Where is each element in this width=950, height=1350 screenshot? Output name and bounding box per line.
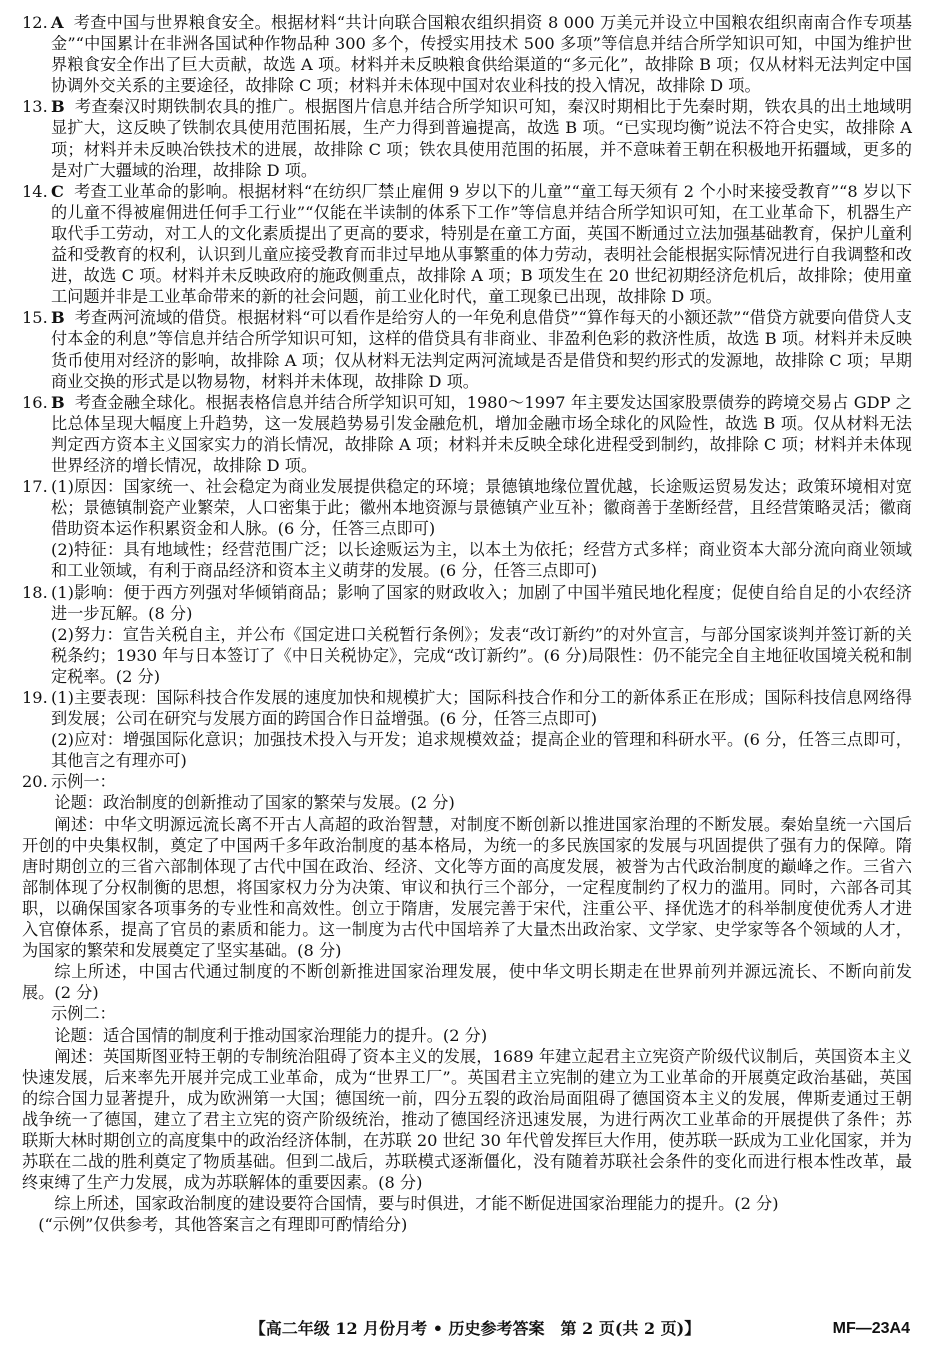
example-2-thesis: 论题：适合国情的制度利于推动国家治理能力的提升。(2 分)	[54, 1025, 488, 1045]
sub-answer-2: (2)特征：具有地域性；经营范围广泛；以长途贩运为主，以本土为依托；经营方式多样；商业资本大部分流向商业领域和工业领域，有利于商品经济和资本主义萌芽的发展。(6 分，任答三点即可)	[51, 540, 912, 581]
question-number: 17.	[22, 477, 48, 497]
answer-content	[22, 12, 912, 1235]
example-2-label: 示例二：	[51, 1004, 116, 1024]
answer-item-14	[22, 181, 912, 308]
question-number: 13.	[22, 97, 48, 117]
answer-item-16	[22, 392, 912, 476]
answer-choice: B	[51, 97, 65, 117]
answer-item-12	[22, 12, 912, 96]
answer-body	[51, 181, 912, 308]
question-number: 19.	[22, 688, 48, 707]
example-2-conclusion: 综上所述，国家政治制度的建设要符合国情，要与时俱进，才能不断促进国家治理能力的提升。(2 分)	[54, 1194, 779, 1214]
answer-body	[51, 687, 912, 771]
sub-answer-2: (2)努力：宣告关税自主，并公布《国定进口关税暂行条例》；发表“改订新约”的对外宣言，与部分国家谈判并签订新的关税条约；1930 年与日本签订了《中日关税协定》，完成“改订新约”。(6 分)局限性：仍不能完全自主地征收国境关税和制定税率。(2 分)	[51, 624, 912, 686]
answer-item-15	[22, 307, 912, 391]
question-number: 12.	[22, 13, 48, 32]
grading-note: (“示例”仅供参考，其他答案言之有理即可酌情给分)	[38, 1215, 408, 1235]
answer-explanation: 考查两河流域的借贷。根据材料“可以看作是给穷人的一年免利息借贷”“算作每天的小额还款”“借贷方就要向借贷人支付本金的利息”等信息并结合所学知识可知，这样的借贷具有非商业、非盈利色彩的救济性质，故选 B 项。材料并未反映货币使用对经济的影响，故排除 A 项；仅从材料无法判定两河流域是否是借贷和契约形式的发源地，故排除 C 项；早期商业交换的形式是以物易物，材料并未体现，故排除 D 项。	[51, 308, 912, 391]
question-number: 14.	[22, 181, 48, 201]
answer-explanation: 考查金融全球化。根据表格信息并结合所学知识可知，1980～1997 年主要发达国家股票债券的跨境交易占 GDP 之比总体呈现大幅度上升趋势，这一发展趋势易引发金融危机，增加金融市场全球化的风险性，故选 B 项。仅从材料无法判定西方资本主义国家实力的消长情况，故排除 A 项；材料并未反映全球化进程受到制约，故排除 C 项；材料并未体现世界经济的增长情况，故排除 D 项。	[51, 392, 912, 475]
sub-answer-1: (1)原因：国家统一、社会稳定为商业发展提供稳定的环境；景德镇地缘位置优越，长途贩运贸易发达；政策环境相对宽松；景德镇制瓷产业繁荣，人口密集于此；徽州本地资源与景德镇产业互补；徽商善于垄断经营，且经营策略灵活；徽商借助资本运作积累资金和人脉。(6 分，任答三点即可)	[51, 477, 912, 539]
answer-body	[51, 307, 912, 391]
answer-choice: C	[51, 181, 64, 201]
answer-body	[51, 771, 912, 792]
footer-code: MF—23A4	[832, 1320, 910, 1337]
example-1-body: 阐述：中华文明源远流长离不开古人高超的政治智慧，对制度不断创新以推进国家治理的不断发展。秦始皇统一六国后开创的中央集权制，奠定了中国两千多年政治制度的基本格局，为统一的多民族国家的发展与巩固提供了强有力的保障。隋唐时期创立的三省六部制体现了古代中国在政治、经济、文化等方面的高度发展，被誉为古代政治制度的巅峰之作。三省六部制体现了分权制衡的思想，将国家权力分为决策、审议和执行三个部分，一定程度制约了权力的滥用。同时，六部各司其职，以确保国家各项事务的专业性和高效性。创立于隋唐，发展完善于宋代，注重公平、择优选才的科举制度使优秀人才进入官僚体系，提高了官员的素质和能力。这一制度为古代中国培养了大量杰出政治家、文学家、史学家等各个领域的人才，为国家的繁荣和发展奠定了坚实基础。(8 分)	[22, 814, 912, 961]
answer-body	[51, 582, 912, 687]
example-2-body: 阐述：英国斯图亚特王朝的专制统治阻碍了资本主义的发展，1689 年建立起君主立宪资产阶级代议制后，英国资本主义快速发展，后来率先开展并完成工业革命，成为“世界工厂”。英国君主立宪制的建立为工业革命的开展奠定政治基础，英国的综合国力显著提升，成为欧洲第一大国；德国统一前，四分五裂的政治局面阻碍了德国资本主义的发展，俾斯麦通过王朝战争统一了德国，建立了君主立宪的资产阶级统治，推动了德国经济迅速发展，为进行两次工业革命的开展提供了条件；苏联斯大林时期创立的高度集中的政治经济体制，在苏联 20 世纪 30 年代曾发挥巨大作用，使苏联一跃成为工业化国家，并为苏联在二战的胜利奠定了物质基础。但到二战后，苏联模式逐渐僵化，没有随着苏联社会条件的变化而进行根本性改革，最终束缚了生产力发展，成为苏联解体的重要因素。(8 分)	[22, 1046, 912, 1193]
answer-explanation: 考查秦汉时期铁制农具的推广。根据图片信息并结合所学知识可知，秦汉时期相比于先秦时期，铁农具的出土地域明显扩大，这反映了铁制农具使用范围拓展，生产力得到普遍提高，故选 B 项。“已实现均衡”说法不符合史实，故排除 A 项；材料并未反映冶铁技术的进展，故排除 C 项；铁农具使用范围的拓展，并不意味着王朝在积极地开拓疆域，更多的是对广大疆域的治理，故排除 D 项。	[51, 97, 912, 180]
answer-item-20	[22, 771, 912, 792]
answer-choice: B	[51, 308, 65, 328]
answer-body	[51, 476, 912, 581]
spacer	[22, 1003, 51, 1024]
answer-choice: A	[51, 13, 64, 32]
example-2-heading	[22, 1003, 912, 1024]
answer-item-18	[22, 582, 912, 687]
question-number: 15.	[22, 308, 48, 328]
answer-item-13	[22, 96, 912, 180]
answer-choice: B	[51, 392, 65, 412]
answer-body	[51, 12, 912, 96]
example-1-thesis: 论题：政治制度的创新推动了国家的繁荣与发展。(2 分)	[54, 793, 455, 813]
sub-answer-1: (1)主要表现：国际科技合作发展的速度加快和规模扩大；国际科技合作和分工的新体系正在形成；国际科技信息网络得到发展；公司在研究与发展方面的跨国合作日益增强。(6 分，任答三点即可)	[51, 688, 912, 729]
example-2-label-wrap	[51, 1003, 912, 1024]
example-1-conclusion: 综上所述，中国古代通过制度的不断创新推进国家治理发展，使中华文明长期走在世界前列并源远流长、不断向前发展。(2 分)	[22, 962, 912, 1003]
example-2	[22, 1025, 912, 1236]
answer-explanation: 考查中国与世界粮食安全。根据材料“共计向联合国粮农组织捐资 8 000 万美元并设立中国粮农组织南南合作专项基金”“中国累计在非洲各国试种作物品种 300 多个，传授实用技术 500 多项”等信息并结合所学知识可知，中国为维护世界粮食安全作出了巨大贡献，故选 A 项。材料并未反映粮食供给渠道的“多元化”，故排除 B 项；仅从材料无法判定中国协调外交关系的主要途径，故排除 C 项；材料并未体现中国对农业科技的投入情况，故排除 D 项。	[51, 13, 912, 96]
answer-body	[51, 96, 912, 180]
question-number: 20.	[22, 772, 48, 792]
example-1	[22, 792, 912, 1003]
sub-answer-2: (2)应对：增强国际化意识；加强技术投入与开发；追求规模效益；提高企业的管理和科研水平。(6 分，任答三点即可，其他言之有理亦可)	[51, 730, 912, 771]
question-number: 18.	[22, 582, 48, 602]
answer-body	[51, 392, 912, 476]
answer-explanation: 考查工业革命的影响。根据材料“在纺织厂禁止雇佣 9 岁以下的儿童”“童工每天须有 2 个小时来接受教育”“8 岁以下的儿童不得被雇佣进任何手工行业”“仅能在半读制的体系下工作”等信息并结合所学知识可知，在工业革命下，机器生产取代手工劳动，对工人的文化素质提出了更高的要求，特别是在童工方面，英国不断通过立法加强基础教育，保护儿童利益和受教育的权利，认识到儿童应接受教育而非过早地从事繁重的体力劳动，表明社会能根据实际情况进行自我调整和改进，故选 C 项。材料并未反映政府的施政侧重点，故排除 A 项；B 项发生在 20 世纪初期经济危机后，故排除；使用童工问题并非是工业革命带来的新的社会问题，前工业化时代，童工现象已出现，故排除 D 项。	[51, 181, 912, 307]
footer-title: 【高二年级 12 月份月考 • 历史参考答案 第 2 页(共 2 页)】	[249, 1319, 701, 1338]
example-1-label: 示例一：	[51, 772, 116, 792]
sub-answer-1: (1)影响：便于西方列强对华倾销商品；影响了国家的财政收入；加剧了中国半殖民地化程度；促使自给自足的小农经济进一步瓦解。(8 分)	[51, 582, 912, 623]
answer-item-19	[22, 687, 912, 771]
question-number: 16.	[22, 392, 48, 412]
answer-item-17	[22, 476, 912, 581]
